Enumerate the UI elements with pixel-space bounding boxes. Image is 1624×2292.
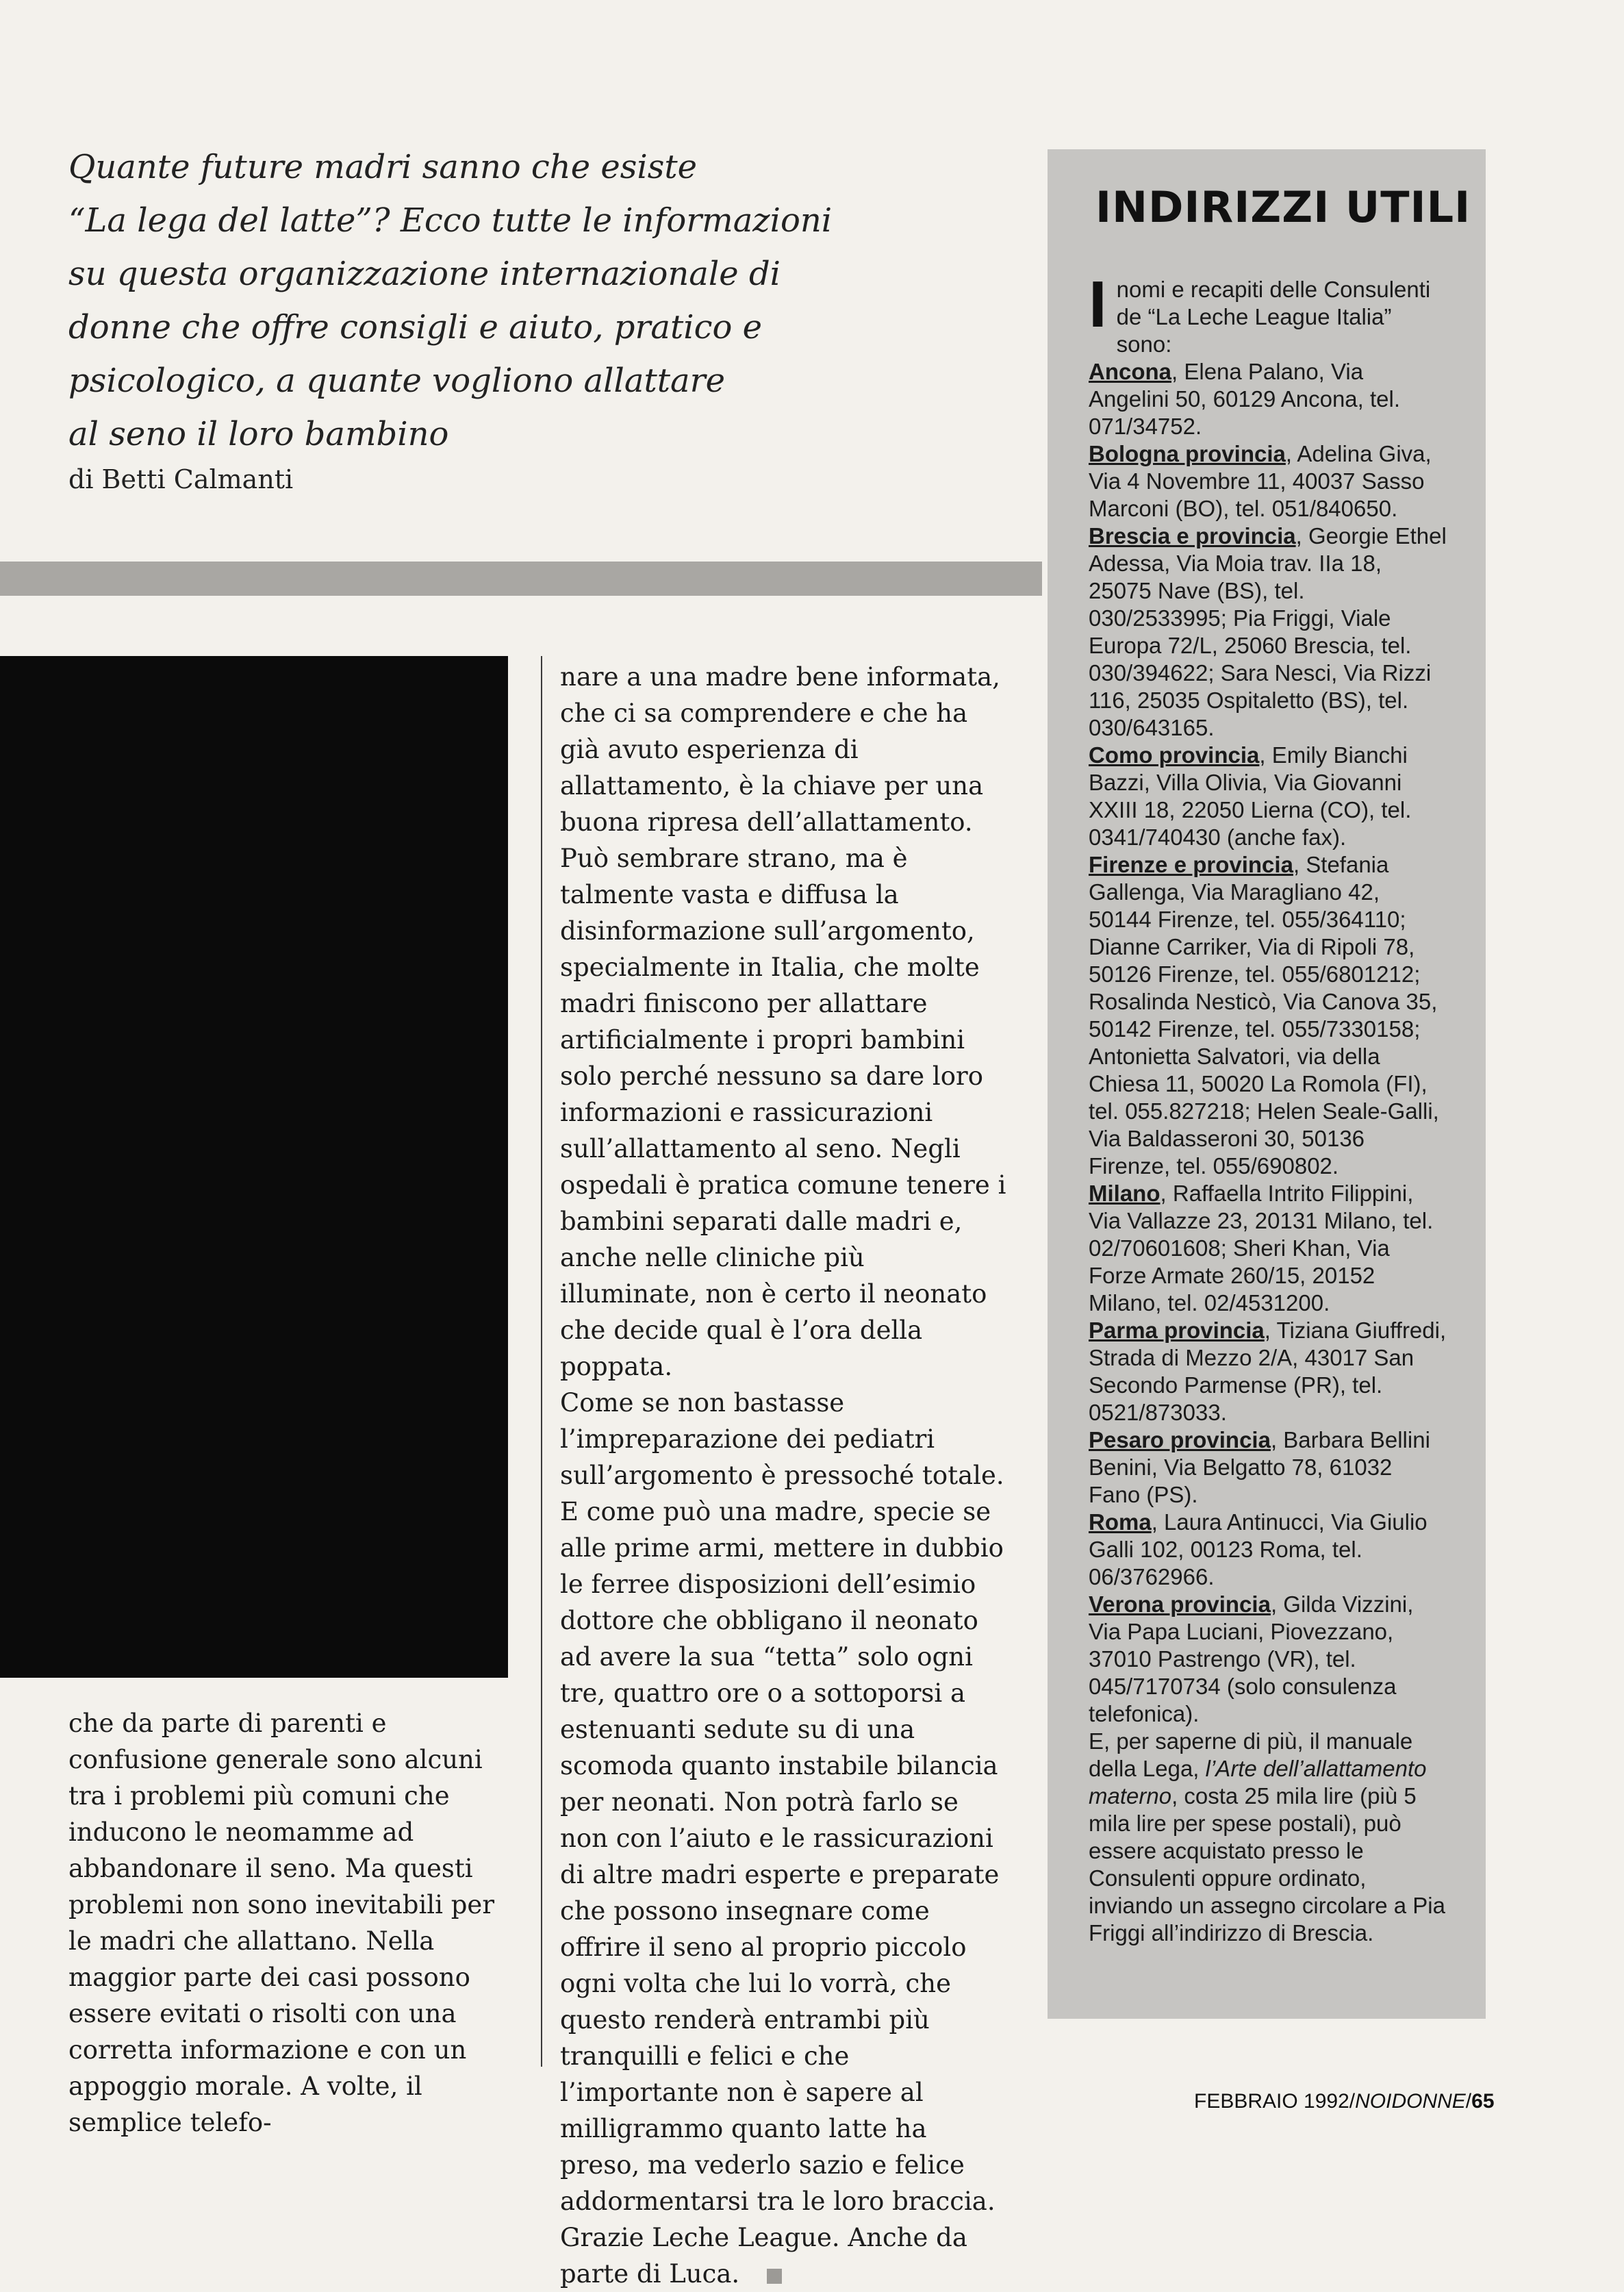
- divider-bar: [0, 562, 1042, 596]
- intro-line: su questa organizzazione internazionale di: [68, 255, 781, 293]
- intro-line: “La lega del latte”? Ecco tutte le informazioni: [68, 201, 833, 240]
- address-text: , Barbara Bellini Benini, Via Belgatto 78, 61032 Fano (PS).: [1089, 1427, 1430, 1507]
- footer-magazine: NOIDONNE: [1355, 2090, 1466, 2113]
- address-entry: [1089, 851, 1448, 1180]
- address-text: , Emily Bianchi Bazzi, Villa Olivia, Via Giovanni XXIII 18, 22050 Lierna (CO), tel. 0341/740430 (anche fax).: [1089, 742, 1412, 850]
- address-text: , Raffaella Intrito Filippini, Via Vallazze 23, 20131 Milano, tel. 02/70601608; Sheri Khan, Via Forze Armate 260/15, 20152 Milano, tel. 02/4531200.: [1089, 1181, 1434, 1315]
- sidebar-intro: [1089, 268, 1448, 358]
- intro-line: psicologico, a quante vogliono allattare: [68, 362, 726, 400]
- city-name: Ancona: [1089, 359, 1172, 384]
- article-closing-text: Grazie Leche League. Anche da parte di Luca.: [560, 2223, 967, 2289]
- article-paragraph: nare a una madre bene informata, che ci sa comprendere e che ha già avuto esperienza di allattamento, è la chiave per una buona ripresa dell’allattamento.: [560, 662, 1000, 837]
- dropcap: I: [1089, 268, 1107, 341]
- city-name: Firenze e provincia: [1089, 852, 1293, 877]
- sidebar-intro-text: nomi e recapiti delle Consulenti de “La Leche League Italia” sono:: [1116, 277, 1431, 357]
- city-name: Parma provincia: [1089, 1318, 1265, 1343]
- address-entry: [1089, 522, 1448, 742]
- footer-separator: /: [1465, 2090, 1472, 2113]
- address-text: , Laura Antinucci, Via Giulio Galli 102, 00123 Roma, tel. 06/3762966.: [1089, 1509, 1428, 1589]
- address-text: , Stefania Gallenga, Via Maragliano 42, 50144 Firenze, tel. 055/364110; Dianne Carriker, Via di Ripoli 78, 50126 Firenze, tel. 055/6801212; Rosalinda Nesticò, Via Canova 35, 50142 Firenze, tel. 055/7330158; Antonietta Salvatori, via della Chiesa 11, 50020 La Romola (FI), tel. 055.827218; Helen Seale-Galli, Via Baldasseroni 30, 50136 Firenze, tel. 055/690802.: [1089, 852, 1439, 1179]
- city-name: Pesaro provincia: [1089, 1427, 1271, 1452]
- city-name: Verona provincia: [1089, 1591, 1271, 1617]
- intro-line: al seno il loro bambino: [68, 415, 449, 453]
- closing-text: , costa 25 mila lire (più 5 mila lire per spese postali), può essere acquistato presso le Consulenti oppure ordinato, inviando un assegno circolare a Pia Friggi all’indirizzo di Brescia.: [1089, 1783, 1445, 1945]
- city-name: Bologna provincia: [1089, 441, 1286, 466]
- address-entry: [1089, 1317, 1448, 1426]
- intro-line: donne che offre consigli e aiuto, pratico e: [68, 308, 763, 347]
- footer-date: FEBBRAIO 1992/: [1194, 2090, 1356, 2113]
- city-name: Roma: [1089, 1509, 1152, 1535]
- closing-text: E, per saperne di più, il manuale della Lega,: [1089, 1728, 1413, 1781]
- dark-photo: [0, 656, 508, 1678]
- city-name: Milano: [1089, 1181, 1160, 1206]
- address-entry: [1089, 1426, 1448, 1509]
- column-rule: [541, 656, 542, 2067]
- intro-standfirst: [68, 140, 1041, 461]
- city-name: Brescia e provincia: [1089, 523, 1296, 549]
- article-paragraph: Come se non bastasse l’impreparazione dei pediatri sull’argomento è pressoché totale. E come può una madre, specie se alle prime armi, mettere in dubbio le ferree disposizioni dell’esimio dottore che obbligano il neonato ad avere la sua “tetta” solo ogni tre, quattro ore o a sottoporsi a estenuanti sedute su di una scomoda quanto instabile bilancia per neonati. Non potrà farlo se non con l’aiuto e le rassicurazioni di altre madri esperte e preparate che possono insegnare come offrire il seno al proprio piccolo ogni volta che lui lo vorrà, che questo renderà entrambi più tranquilli e felici e che l’importante non è sapere al milligrammo quanto latte ha preso, ma vederlo sazio e felice addormentarsi tra le loro braccia.: [560, 1388, 1004, 2216]
- book-title: l’Arte dell’allattamento materno: [1089, 1756, 1427, 1809]
- address-entry: [1089, 742, 1448, 851]
- byline: di Betti Calmanti: [68, 464, 294, 494]
- address-entry: [1089, 1591, 1448, 1728]
- article-paragraph: Può sembrare strano, ma è talmente vasta e diffusa la disinformazione sull’argomento, specialmente in Italia, che molte madri finiscono per allattare artificialmente i propri bambini solo perché nessuno sa dare loro informazioni e rassicurazioni sull’allattamento al seno. Negli ospedali è pratica comune tenere i bambini separati dalle madri e, anche nelle cliniche più illuminate, non è certo il neonato che decide qual è l’ora della poppata.: [560, 844, 1006, 1381]
- sidebar-box: [1048, 149, 1486, 2019]
- page-number: 65: [1471, 2090, 1495, 2113]
- sidebar-closing: [1089, 1728, 1448, 1947]
- city-name: Como provincia: [1089, 742, 1260, 768]
- address-entry: [1089, 358, 1448, 440]
- address-entry: [1089, 1180, 1448, 1317]
- address-text: , Georgie Ethel Adessa, Via Moia trav. IIa 18, 25075 Nave (BS), tel. 030/2533995; Pia Friggi, Viale Europa 72/L, 25060 Brescia, tel. 030/394622; Sara Nesci, Via Rizzi 116, 25035 Ospitaletto (BS), tel. 030/643165.: [1089, 523, 1447, 740]
- article-closing: [560, 2219, 1006, 2292]
- address-text: , Elena Palano, Via Angelini 50, 60129 Ancona, tel. 071/34752.: [1089, 359, 1401, 439]
- page-footer: [1194, 2090, 1495, 2113]
- intro-line: Quante future madri sanno che esiste: [68, 148, 698, 186]
- address-text: , Tiziana Giuffredi, Strada di Mezzo 2/A, 43017 San Secondo Parmense (PR), tel. 0521/873033.: [1089, 1318, 1447, 1425]
- address-text: , Adelina Giva, Via 4 Novembre 11, 40037 Sasso Marconi (BO), tel. 051/840650.: [1089, 441, 1432, 521]
- sidebar-title: INDIRIZZI UTILI: [1095, 182, 1471, 232]
- article-paragraph: che da parte di parenti e confusione generale sono alcuni tra i problemi più comuni che inducono le neomamme ad abbandonare il seno. Ma questi problemi non sono inevitabili per le madri che allattano. Nella maggior parte dei casi possono essere evitati o risolti con una corretta informazione e con un appoggio morale. A volte, il semplice telefo-: [68, 1709, 495, 2137]
- address-entry: [1089, 440, 1448, 522]
- sidebar-body: [1089, 268, 1448, 1947]
- address-text: , Gilda Vizzini, Via Papa Luciani, Piovezzano, 37010 Pastrengo (VR), tel. 045/7170734 (solo consulenza telefonica).: [1089, 1591, 1414, 1726]
- article-column-middle: [560, 659, 1006, 2292]
- article-column-left: [68, 1705, 510, 2141]
- address-entry: [1089, 1509, 1448, 1591]
- end-mark: [767, 2269, 782, 2284]
